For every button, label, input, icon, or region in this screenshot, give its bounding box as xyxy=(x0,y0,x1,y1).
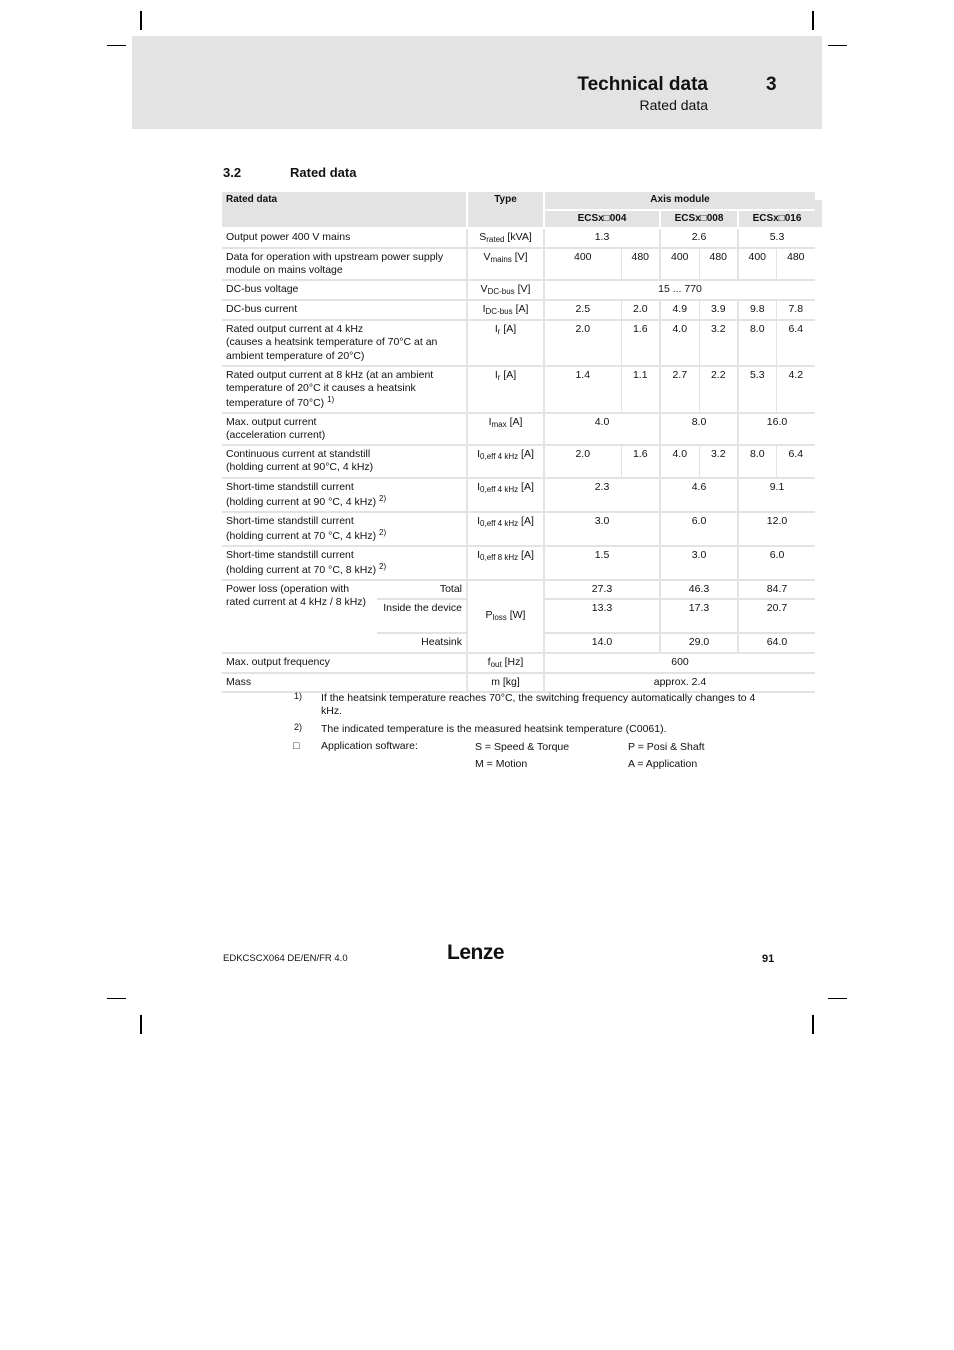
cell-value: 4.9 xyxy=(660,300,699,320)
cell-value: 1.6 xyxy=(621,320,660,365)
page-header xyxy=(132,36,822,129)
row-label: Short-time standstill current (holding current at 70 °C, 4 kHz) $^{2)}$ xyxy=(222,512,467,546)
header-model-016: ECSx□016 xyxy=(738,210,815,229)
row-type: $I_{0,eff 4 kHz}$ [A] xyxy=(467,478,544,512)
cell-value: 3.9 xyxy=(699,300,738,320)
cell-value: 480 xyxy=(621,248,660,280)
app-software-label: Application software: xyxy=(321,740,418,752)
cell-value: 12.0 xyxy=(738,512,815,546)
footnote-2-text: The indicated temperature is the measured heatsink temperature (C0061). xyxy=(321,723,667,735)
row-type: $P_{loss}$ [W] xyxy=(467,580,544,652)
app-speed-torque: S = Speed & Torque xyxy=(475,741,570,753)
cell-value: 1.1 xyxy=(621,366,660,413)
table-header-row xyxy=(222,192,853,210)
cell-value: 3.2 xyxy=(699,320,738,365)
chapter-title: Technical data xyxy=(577,74,708,95)
cell-value: 2.5 xyxy=(544,300,621,320)
row-type: $f_{out}$ [Hz] xyxy=(467,653,544,673)
table-row xyxy=(222,413,853,445)
table-row xyxy=(222,478,853,512)
cell-value: 6.0 xyxy=(660,512,738,546)
cell-value: 27.3 xyxy=(544,580,660,599)
crop-mark xyxy=(107,45,126,46)
cell-value: 2.3 xyxy=(544,478,660,512)
row-type: $V_{mains}$ [V] xyxy=(467,248,544,280)
row-type: $I_{0,eff 8 kHz}$ [A] xyxy=(467,546,544,580)
cell-value: 1.4 xyxy=(544,366,621,413)
cell-value: 84.7 xyxy=(738,580,815,599)
app-motion: M = Motion xyxy=(475,758,528,770)
crop-mark xyxy=(828,45,847,46)
cell-value: 2.2 xyxy=(699,366,738,413)
section-number: 3.2 xyxy=(223,165,242,180)
cell-value: 2.6 xyxy=(660,228,738,248)
lenze-logo: Lenze xyxy=(447,941,505,964)
row-label: Rated output current at 8 kHz (at an ambient temperature of 20°C it causes a heatsink temperature of 70°C) $^{1)}$ xyxy=(222,366,467,413)
cell-value: 6.0 xyxy=(738,546,815,580)
rated-data-table xyxy=(222,192,853,693)
cell-value: 600 xyxy=(544,653,815,673)
row-label: Short-time standstill current (holding current at 70 °C, 8 kHz) $^{2)}$ xyxy=(222,546,467,580)
header-model-004: ECSx□004 xyxy=(544,210,660,229)
cell-value: 14.0 xyxy=(544,633,660,652)
chapter-subtitle: Rated data xyxy=(639,97,708,113)
row-sublabel: Inside the device xyxy=(377,599,467,633)
cell-value: 4.6 xyxy=(660,478,738,512)
cell-value: 4.2 xyxy=(776,366,815,413)
header-axis-module: Axis module xyxy=(544,192,815,210)
cell-value: 6.4 xyxy=(776,320,815,365)
row-sublabel: Heatsink xyxy=(377,633,467,652)
cell-value: 1.3 xyxy=(544,228,660,248)
page-number: 91 xyxy=(762,953,775,965)
row-type: $I_{max}$ [A] xyxy=(467,413,544,445)
row-label: Power loss (operation with rated current at 4 kHz / 8 kHz) xyxy=(222,580,377,652)
cell-value: 3.0 xyxy=(660,546,738,580)
table-row xyxy=(222,320,853,365)
app-application: A = Application xyxy=(628,758,698,770)
row-type: $V_{DC-bus}$ [V] xyxy=(467,280,544,300)
footnote-2-mark: 2) xyxy=(294,722,303,732)
section-title: Rated data xyxy=(290,165,357,180)
crop-mark xyxy=(140,11,142,30)
cell-value: 8.0 xyxy=(660,413,738,445)
table-row xyxy=(222,546,853,580)
row-type: $I_r$ [A] xyxy=(467,366,544,413)
table-row xyxy=(222,673,853,692)
cell-value: 9.8 xyxy=(738,300,776,320)
cell-value: 6.4 xyxy=(776,445,815,477)
cell-value: 20.7 xyxy=(738,599,815,633)
cell-value: 29.0 xyxy=(660,633,738,652)
cell-value: 480 xyxy=(699,248,738,280)
crop-mark xyxy=(812,1015,814,1034)
cell-value: 480 xyxy=(776,248,815,280)
cell-value: 46.3 xyxy=(660,580,738,599)
row-type: m [kg] xyxy=(467,673,544,692)
cell-value: 8.0 xyxy=(738,320,776,365)
row-label: Output power 400 V mains xyxy=(222,228,467,248)
header-type: Type xyxy=(467,192,544,228)
row-type: $I_r$ [A] xyxy=(467,320,544,365)
row-label: DC-bus current xyxy=(222,300,467,320)
cell-value: 4.0 xyxy=(660,320,699,365)
table-row xyxy=(222,653,853,673)
crop-mark xyxy=(140,1015,142,1034)
crop-mark xyxy=(107,998,126,999)
cell-value: 1.6 xyxy=(621,445,660,477)
row-type: $S_{rated}$ [kVA] xyxy=(467,228,544,248)
table-row xyxy=(222,300,853,320)
cell-value: 16.0 xyxy=(738,413,815,445)
cell-value: approx. 2.4 xyxy=(544,673,815,692)
cell-value: 400 xyxy=(660,248,699,280)
row-label: Mass xyxy=(222,673,467,692)
cell-value: 64.0 xyxy=(738,633,815,652)
table-row xyxy=(222,580,853,599)
cell-value: 3.2 xyxy=(699,445,738,477)
chapter-number: 3 xyxy=(766,74,777,95)
row-label: DC-bus voltage xyxy=(222,280,467,300)
crop-mark xyxy=(828,998,847,999)
row-label: Rated output current at 4 kHz (causes a heatsink temperature of 70°C at an ambient temperature of 20°C) xyxy=(222,320,467,365)
row-label: Max. output frequency xyxy=(222,653,467,673)
cell-value: 9.1 xyxy=(738,478,815,512)
row-label: Data for operation with upstream power supply module on mains voltage xyxy=(222,248,467,280)
app-posi-shaft: P = Posi & Shaft xyxy=(628,741,705,753)
cell-value: 400 xyxy=(738,248,776,280)
header-model-008: ECSx□008 xyxy=(660,210,738,229)
row-label: Max. output current (acceleration current) xyxy=(222,413,467,445)
cell-value: 4.0 xyxy=(660,445,699,477)
row-type: $I_{0,eff 4 kHz}$ [A] xyxy=(467,512,544,546)
row-sublabel: Total xyxy=(377,580,467,599)
table-row xyxy=(222,366,853,413)
table-row xyxy=(222,248,853,280)
cell-value: 2.0 xyxy=(621,300,660,320)
table-row xyxy=(222,512,853,546)
cell-value: 13.3 xyxy=(544,599,660,633)
document-code: EDKCSCX064 DE/EN/FR 4.0 xyxy=(223,953,348,964)
cell-value: 1.5 xyxy=(544,546,660,580)
cell-value: 3.0 xyxy=(544,512,660,546)
cell-value: 2.0 xyxy=(544,445,621,477)
row-type: $I_{0,eff 4 kHz}$ [A] xyxy=(467,445,544,477)
cell-value: 2.0 xyxy=(544,320,621,365)
cell-value: 5.3 xyxy=(738,366,776,413)
header-rated-data: Rated data xyxy=(222,192,467,228)
square-icon: □ xyxy=(293,740,300,752)
cell-value: 17.3 xyxy=(660,599,738,633)
cell-value: 7.8 xyxy=(776,300,815,320)
crop-mark xyxy=(812,11,814,30)
cell-value: 5.3 xyxy=(738,228,815,248)
cell-value: 8.0 xyxy=(738,445,776,477)
table-row xyxy=(222,280,853,300)
footnote-1-text: If the heatsink temperature reaches 70°C, the switching frequency automatically changes to 4 kHz. xyxy=(321,692,756,718)
cell-value: 15 ... 770 xyxy=(544,280,815,300)
row-label: Continuous current at standstill (holding current at 90°C, 4 kHz) xyxy=(222,445,467,477)
cell-value: 400 xyxy=(544,248,621,280)
row-label: Short-time standstill current (holding current at 90 °C, 4 kHz) $^{2)}$ xyxy=(222,478,467,512)
table-row xyxy=(222,228,853,248)
row-type: $I_{DC-bus}$ [A] xyxy=(467,300,544,320)
table-row xyxy=(222,445,853,477)
footnote-1-mark: 1) xyxy=(294,691,303,701)
cell-value: 2.7 xyxy=(660,366,699,413)
cell-value: 4.0 xyxy=(544,413,660,445)
